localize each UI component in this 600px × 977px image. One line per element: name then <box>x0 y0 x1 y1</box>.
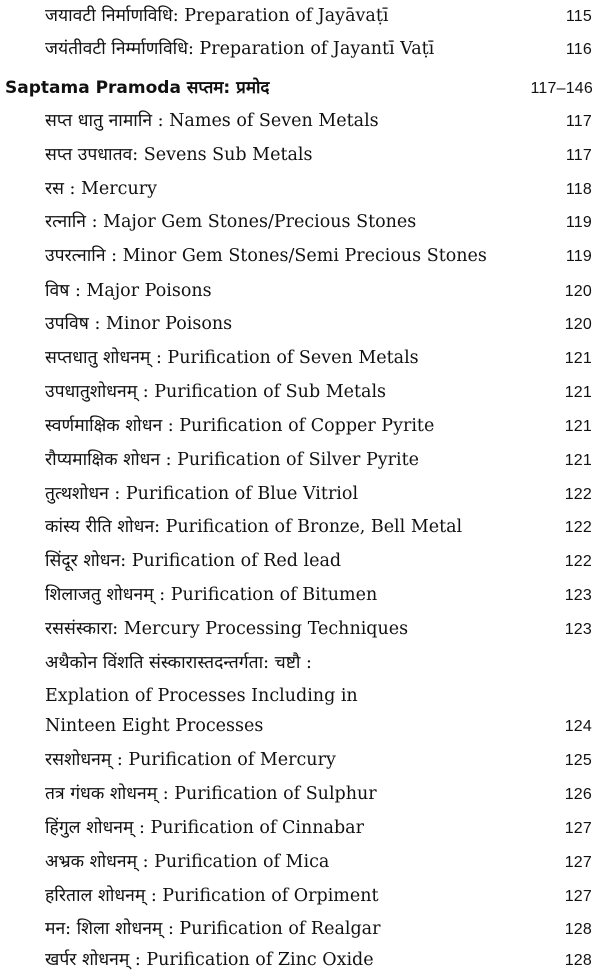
toc-entry <box>0 944 600 977</box>
entry-page: 122 <box>564 486 592 503</box>
entry-title: मन: शिला शोधनम् : Purification of Realgar <box>45 919 381 939</box>
entry-page: 116 <box>565 41 592 58</box>
entry-page: 119 <box>565 248 592 265</box>
entry-title: तत्र गंधक शोधनम् : Purification of Sulphur <box>45 784 377 804</box>
entry-title: खर्पर शोधनम् : Purification of Zinc Oxide <box>45 950 374 970</box>
entry-title: रसशोधनम् : Purification of Mercury <box>45 750 336 770</box>
entry-title: Explation of Processes Including in <box>45 686 358 706</box>
entry-title: जयंतीवटी निर्म्माणविधि: Preparation of Jayantī Vaṭī <box>45 39 435 59</box>
entry-page: 121 <box>564 384 592 401</box>
entry-page: 127 <box>564 854 592 871</box>
entry-title: हिंगुल शोधनम् : Purification of Cinnabar <box>45 818 364 838</box>
entry-page: 117 <box>565 147 592 164</box>
section-title: Saptama Pramoda सप्तम: प्रमोद <box>5 78 270 98</box>
entry-page: 120 <box>564 316 592 333</box>
entry-page: 121 <box>564 350 592 367</box>
entry-title: सिंदूर शोधन: Purification of Red lead <box>45 551 342 571</box>
entry-page: 127 <box>564 888 592 905</box>
entry-title: विष : Major Poisons <box>45 281 212 301</box>
entry-title: सप्त उपधातव: Sevens Sub Metals <box>45 145 313 165</box>
entry-page: 118 <box>565 181 592 198</box>
entry-title: अभ्रक शोधनम् : Purification of Mica <box>45 852 330 872</box>
entry-page: 121 <box>564 452 592 469</box>
entry-title: रस : Mercury <box>45 179 157 199</box>
entry-title: स्वर्णमाक्षिक शोधन : Purification of Copper Pyrite <box>45 416 435 436</box>
entry-title: रत्नानि : Major Gem Stones/Precious Stones <box>45 212 417 232</box>
entry-title: सप्तधातु शोधनम् : Purification of Seven Metals <box>45 348 419 368</box>
toc-entry <box>0 173 600 206</box>
section-page-range: 117–146 <box>530 80 593 97</box>
entry-page: 117 <box>565 113 592 130</box>
toc-entry <box>0 308 600 341</box>
entry-title: तुत्थशोधन : Purification of Blue Vitriol <box>45 484 359 504</box>
toc-entry <box>0 913 600 946</box>
entry-page: 123 <box>564 587 592 604</box>
entry-page: 121 <box>564 418 592 435</box>
toc-entry <box>0 744 600 777</box>
entry-page: 126 <box>564 786 592 803</box>
entry-title: रससंस्कारा: Mercury Processing Techniques <box>45 619 409 639</box>
toc-entry-continuation <box>0 710 600 743</box>
toc-entry <box>0 846 600 879</box>
toc-entry <box>0 613 600 646</box>
toc-entry <box>0 342 600 375</box>
toc-entry <box>0 444 600 477</box>
entry-page: 119 <box>565 214 592 231</box>
entry-title: कांस्य रीति शोधन: Purification of Bronze, Bell Metal <box>45 517 463 537</box>
toc-entry <box>0 376 600 409</box>
entry-page: 122 <box>564 553 592 570</box>
entry-page: 115 <box>565 8 592 25</box>
entry-title: उपधातुशोधनम् : Purification of Sub Metals <box>45 382 387 402</box>
toc-entry <box>0 778 600 811</box>
entry-title: अथैकोन विंशति संस्कारास्तदन्तर्गता: चष्टौ : <box>45 653 312 673</box>
toc-entry <box>0 579 600 612</box>
entry-title: उपरत्नानि : Minor Gem Stones/Semi Precious Stones <box>45 246 487 266</box>
entry-title: Ninteen Eight Processes <box>45 716 264 736</box>
toc-entry <box>0 647 600 680</box>
entry-page: 124 <box>564 718 592 735</box>
entry-title: हरिताल शोधनम् : Purification of Orpiment <box>45 886 379 906</box>
entry-page: 127 <box>564 820 592 837</box>
toc-entry <box>0 105 600 138</box>
entry-page: 125 <box>564 752 592 769</box>
toc-entry-continuation <box>0 680 600 713</box>
toc-entry <box>0 240 600 273</box>
toc-entry <box>0 880 600 913</box>
section-heading <box>0 72 600 105</box>
entry-title: रौप्यमाक्षिक शोधन : Purification of Silver Pyrite <box>45 450 419 470</box>
entry-page: 128 <box>564 921 592 938</box>
toc-entry <box>0 478 600 511</box>
entry-title: उपविष : Minor Poisons <box>45 314 233 334</box>
toc-entry <box>0 410 600 443</box>
toc-entry <box>0 0 600 33</box>
entry-page: 123 <box>564 621 592 638</box>
entry-title: शिलाजतु शोधनम् : Purification of Bitumen <box>45 585 378 605</box>
entry-page: 122 <box>564 519 592 536</box>
toc-entry <box>0 206 600 239</box>
toc-entry <box>0 33 600 66</box>
entry-page: 128 <box>564 952 592 969</box>
toc-entry <box>0 275 600 308</box>
toc-entry <box>0 812 600 845</box>
toc-entry <box>0 511 600 544</box>
entry-title: जयावटी निर्माणविधि: Preparation of Jayāvaṭī <box>45 6 389 26</box>
toc-entry <box>0 545 600 578</box>
toc-entry <box>0 139 600 172</box>
entry-title: सप्त धातु नामानि : Names of Seven Metals <box>45 111 379 131</box>
entry-page: 120 <box>564 283 592 300</box>
